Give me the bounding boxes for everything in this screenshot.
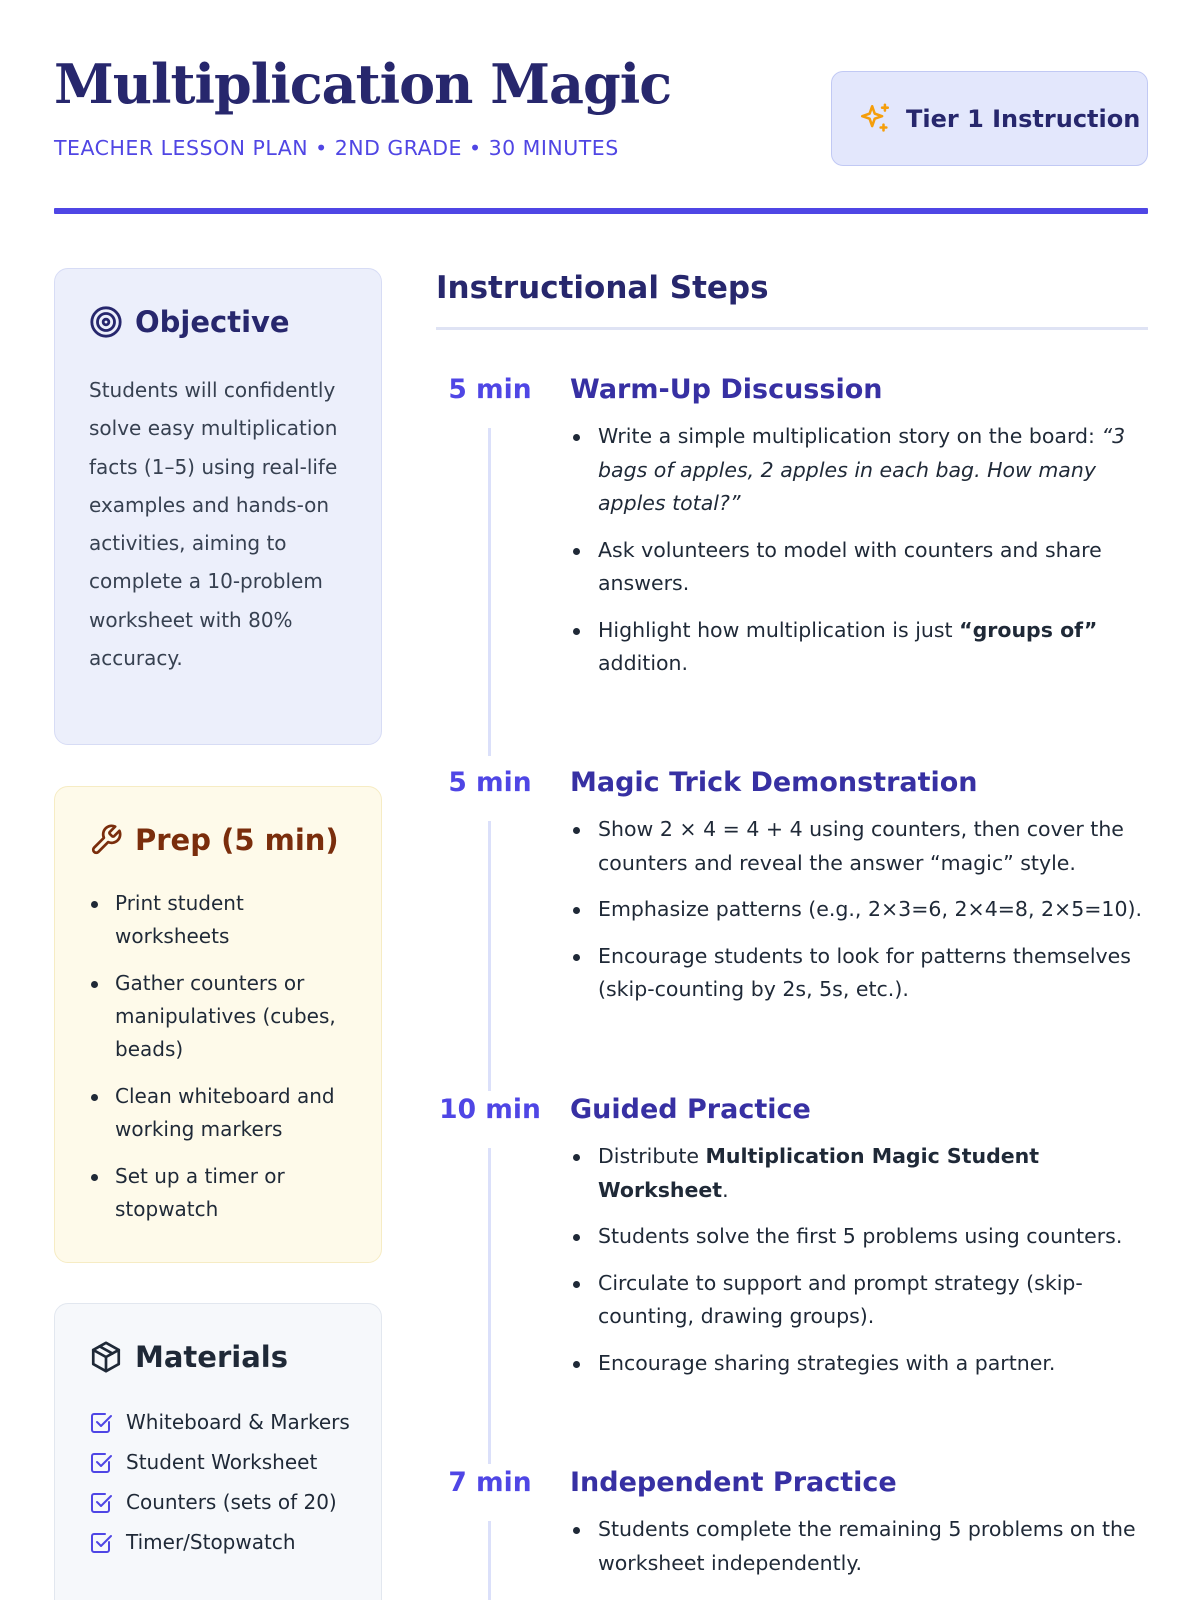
- target-icon: [89, 305, 123, 339]
- list-item: [89, 1446, 359, 1479]
- step-list: [572, 420, 1154, 694]
- header-divider: [54, 208, 1148, 214]
- timeline-line: [488, 1521, 491, 1600]
- objective-header: [89, 305, 290, 339]
- prep-card: [54, 786, 382, 1263]
- bullet-text: Write a simple multiplication story on the board:: [598, 424, 1102, 448]
- list-item: [572, 1140, 1154, 1207]
- materials-title: Materials: [135, 1340, 288, 1374]
- step-time: 5 min: [448, 374, 532, 405]
- steps-divider: [436, 327, 1148, 330]
- prep-title: Prep (5 min): [135, 823, 339, 857]
- list-item: [89, 1526, 359, 1559]
- bullet-emphasis: Multiplication Magic Student Worksheet: [598, 1144, 1040, 1202]
- wrench-icon: [89, 823, 123, 857]
- timeline-line: [488, 428, 491, 756]
- step-title: Independent Practice: [570, 1467, 897, 1498]
- list-item: Show 2 × 4 = 4 + 4 using counters, then cover the counters and reveal the answer “magic” style.: [572, 813, 1154, 880]
- objective-card: [54, 268, 382, 745]
- prep-list: [89, 887, 359, 1240]
- list-item: Gather counters or manipulatives (cubes, beads): [89, 967, 359, 1066]
- sparkles-icon: [858, 102, 892, 136]
- step-title: Guided Practice: [570, 1094, 811, 1125]
- bullet-text: Highlight how multiplication is just: [598, 617, 960, 642]
- tier-label: Tier 1 Instruction: [906, 104, 1141, 133]
- list-item: Encourage sharing strategies with a partner.: [572, 1347, 1154, 1381]
- list-item: Encourage students to look for patterns themselves (skip-counting by 2s, 5s, etc.).: [572, 940, 1154, 1007]
- page-title: Multiplication Magic: [54, 52, 672, 116]
- list-item: Set up a timer or stopwatch: [89, 1160, 359, 1226]
- objective-text: Students will confidently solve easy multiplication facts (1–5) using real-life examples and hands-on activities, aiming to complete a 10-problem worksheet with 80% accuracy.: [89, 378, 338, 671]
- step-list: [572, 1140, 1154, 1393]
- material-label: Timer/Stopwatch: [126, 1530, 296, 1554]
- materials-list: [89, 1406, 359, 1566]
- steps-title: Instructional Steps: [436, 270, 769, 306]
- list-item: [572, 614, 1154, 681]
- materials-card: [54, 1303, 382, 1600]
- timeline-line: [488, 821, 491, 1091]
- checkbox-checked-icon: [89, 1451, 113, 1475]
- checkbox-checked-icon: [89, 1491, 113, 1515]
- list-item: [572, 420, 1154, 521]
- material-label: Student Worksheet: [126, 1450, 318, 1474]
- checkbox-checked-icon: [89, 1531, 113, 1555]
- step-time: 7 min: [448, 1467, 532, 1498]
- prep-header: [89, 823, 339, 857]
- box-icon: [89, 1340, 123, 1374]
- bullet-text: .: [722, 1177, 729, 1202]
- page-subtitle: TEACHER LESSON PLAN • 2ND GRADE • 30 MINUTES: [54, 136, 619, 160]
- list-item: Print student worksheets: [89, 887, 359, 953]
- material-label: Counters (sets of 20): [126, 1490, 337, 1514]
- step-list: [572, 813, 1154, 1020]
- step-title: Warm-Up Discussion: [570, 374, 883, 405]
- materials-header: [89, 1340, 288, 1374]
- list-item: [572, 534, 1154, 601]
- list-item: Emphasize patterns (e.g., 2×3=6, 2×4=8, 2×5=10).: [572, 893, 1154, 927]
- step-time: 5 min: [448, 767, 532, 798]
- timeline-line: [488, 1148, 491, 1464]
- tier-badge: [831, 71, 1148, 166]
- list-item: [89, 1406, 359, 1439]
- checkbox-checked-icon: [89, 1411, 113, 1435]
- objective-title: Objective: [135, 305, 290, 339]
- material-label: Whiteboard & Markers: [126, 1410, 350, 1434]
- bullet-text: addition.: [598, 651, 689, 675]
- step-list: [572, 1513, 1154, 1593]
- bullet-emphasis: “groups of”: [959, 617, 1098, 642]
- list-item: Students solve the first 5 problems using counters.: [572, 1220, 1154, 1254]
- bullet-text: Distribute: [598, 1144, 706, 1168]
- step-title: Magic Trick Demonstration: [570, 767, 978, 798]
- step-time: 10 min: [439, 1094, 541, 1125]
- bullet-text: Ask volunteers to model with counters and share answers.: [598, 537, 1102, 595]
- list-item: Clean whiteboard and working markers: [89, 1080, 359, 1146]
- bullet-quote: “3 bags of apples, 2 apples in each bag. How many apples total?”: [598, 424, 1126, 515]
- list-item: Students complete the remaining 5 problems on the worksheet independently.: [572, 1513, 1154, 1580]
- list-item: Circulate to support and prompt strategy (skip-counting, drawing groups).: [572, 1267, 1154, 1334]
- list-item: [89, 1486, 359, 1519]
